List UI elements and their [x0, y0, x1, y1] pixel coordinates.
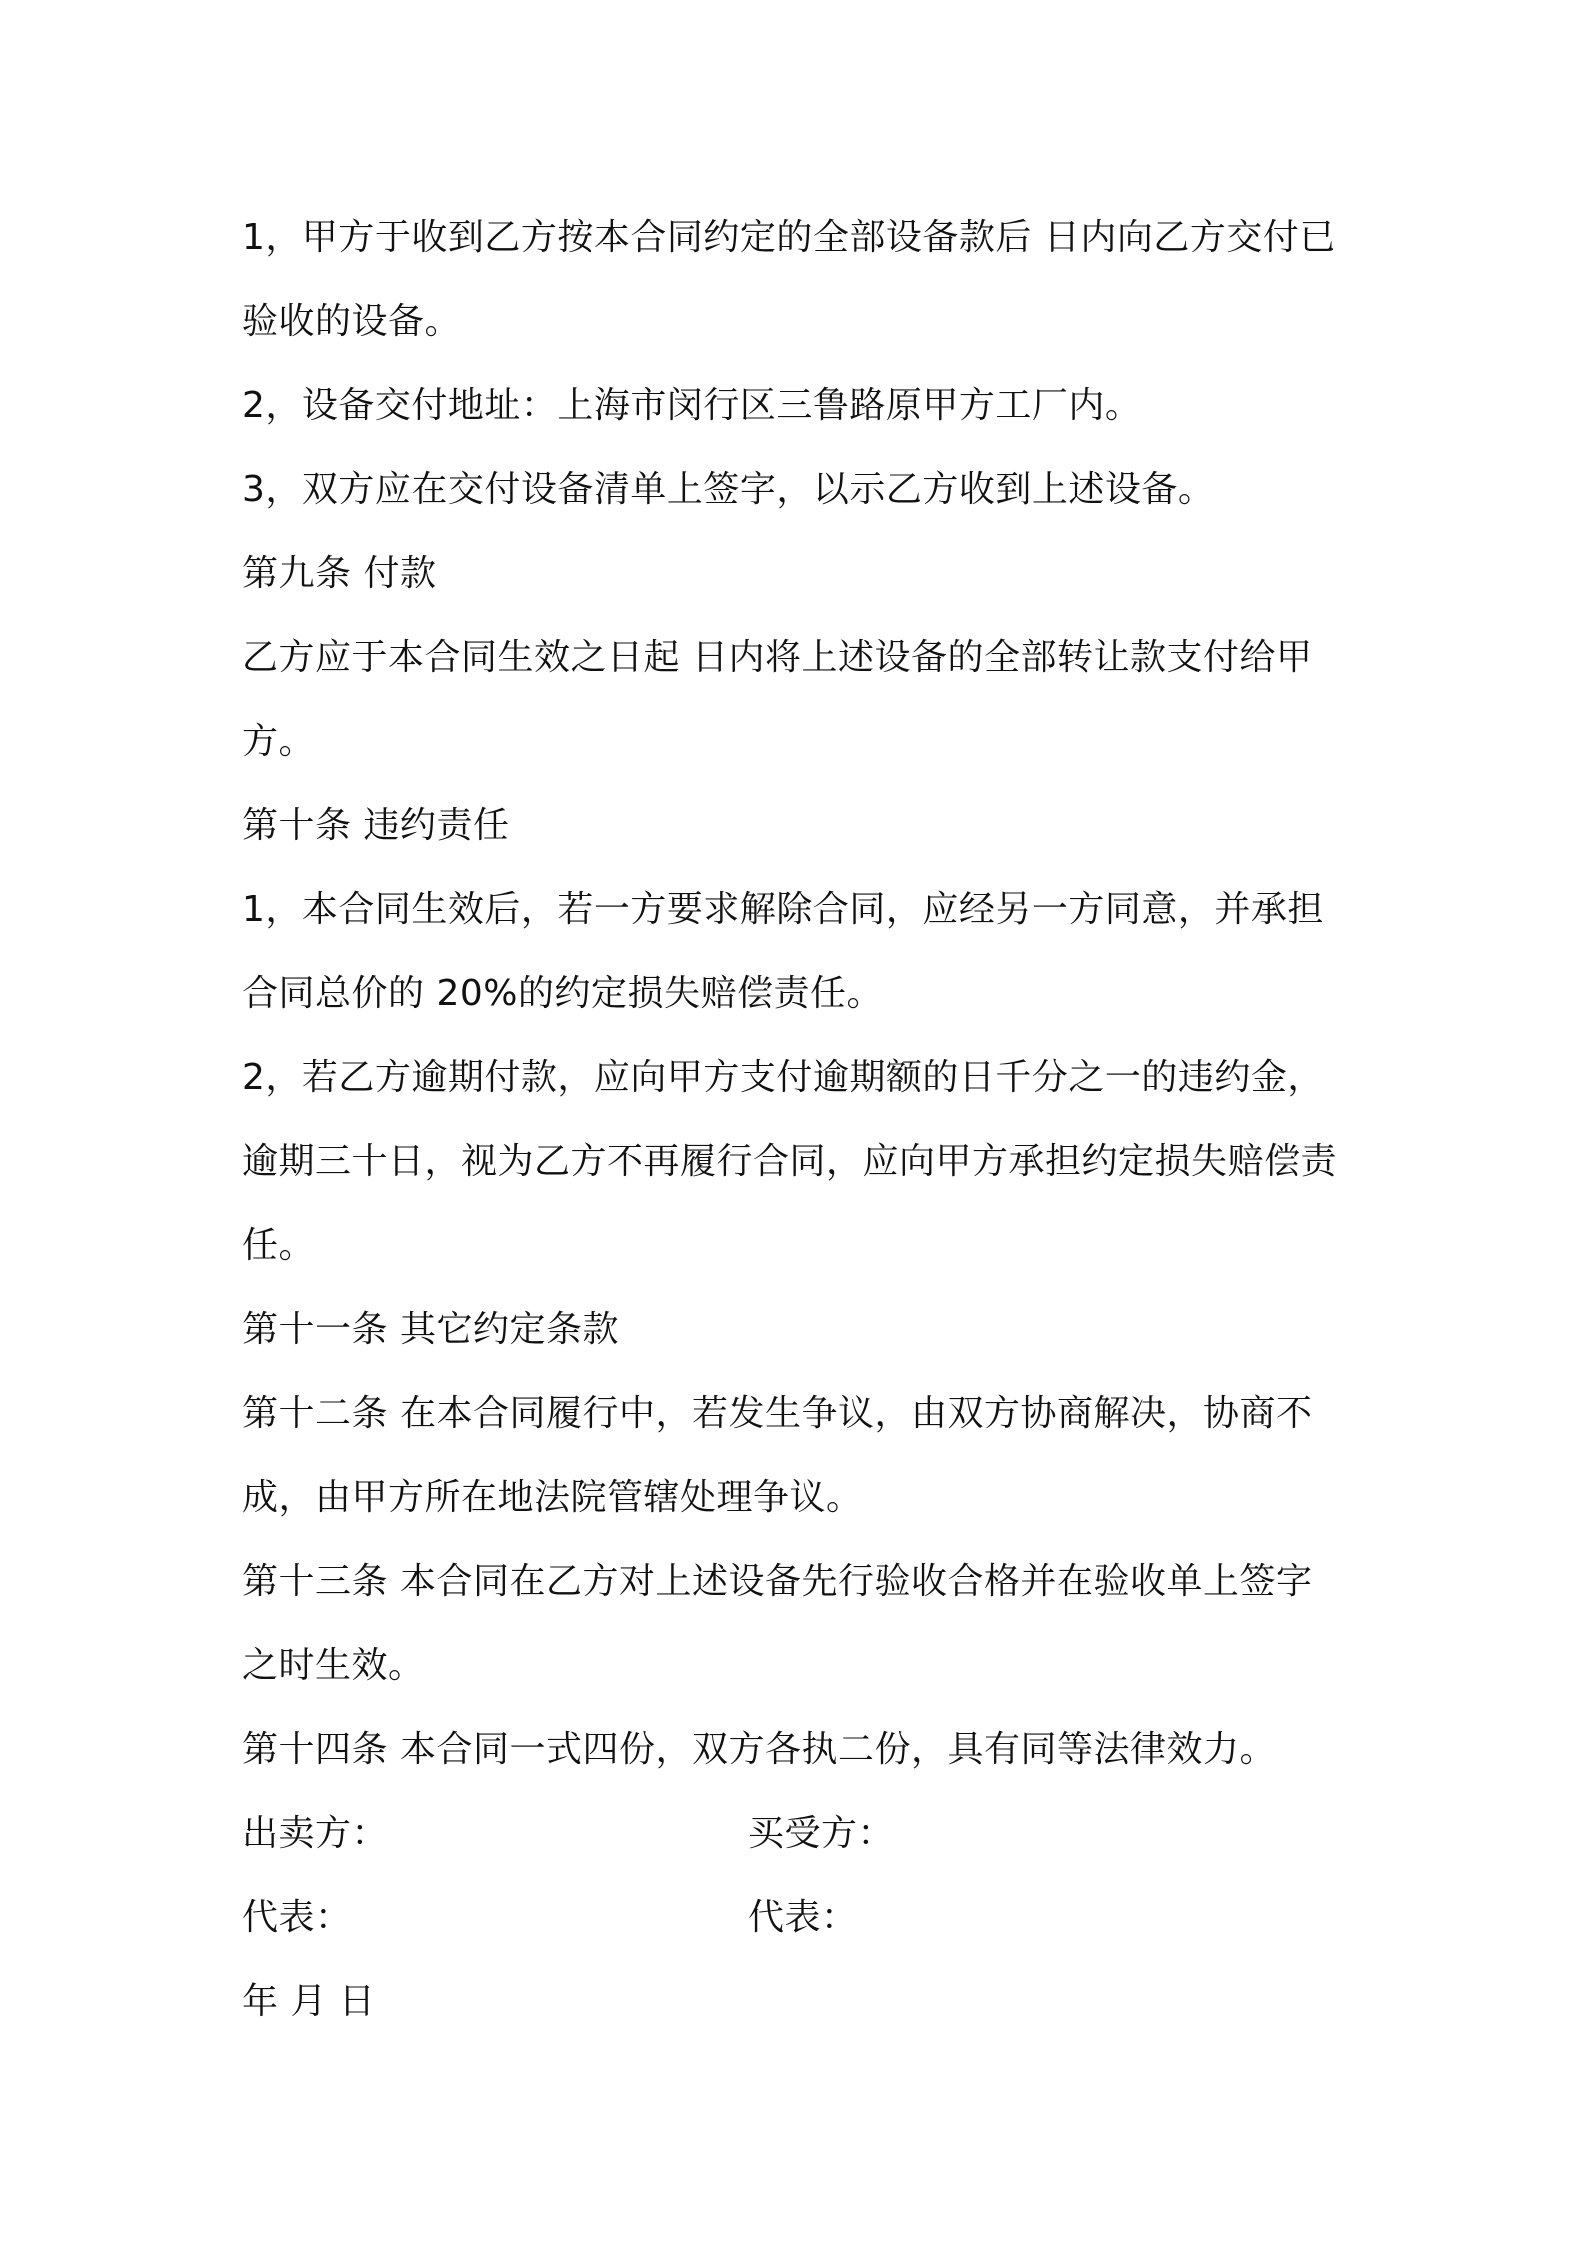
text-line: 乙方应于本合同生效之日起 日内将上述设备的全部转让款支付给甲	[242, 637, 1313, 678]
buyer-representative-label: 代表：	[748, 1897, 858, 1938]
party-row	[242, 1792, 1352, 1876]
text-line: 3，双方应在交付设备清单上签字，以示乙方收到上述设备。	[242, 469, 1215, 510]
section-heading: 第十条 违约责任	[242, 805, 510, 846]
seller-representative-label: 代表：	[242, 1897, 352, 1938]
contract-body	[242, 196, 1352, 2044]
section-heading: 第九条 付款	[242, 553, 437, 594]
text-line: 逾期三十日，视为乙方不再履行合同，应向甲方承担约定损失赔偿责	[242, 1141, 1338, 1182]
seller-label: 出卖方：	[242, 1813, 389, 1854]
text-line: 第十三条 本合同在乙方对上述设备先行验收合格并在验收单上签字	[242, 1561, 1313, 1602]
text-line: 第十二条 在本合同履行中，若发生争议，由双方协商解决，协商不	[242, 1393, 1313, 1434]
text-line: 2，若乙方逾期付款，应向甲方支付逾期额的日千分之一的违约金，	[242, 1057, 1324, 1098]
text-line: 2，设备交付地址：上海市闵行区三鲁路原甲方工厂内。	[242, 385, 1142, 426]
text-line: 合同总价的 20%的约定损失赔偿责任。	[242, 973, 883, 1014]
section-heading: 第十一条 其它约定条款	[242, 1309, 619, 1350]
representative-row	[242, 1876, 1352, 1960]
text-line: 任。	[242, 1225, 316, 1266]
text-line: 成，由甲方所在地法院管辖处理争议。	[242, 1477, 863, 1518]
text-line: 第十四条 本合同一式四份，双方各执二份，具有同等法律效力。	[242, 1729, 1276, 1770]
text-line: 验收的设备。	[242, 301, 462, 342]
text-line: 1，甲方于收到乙方按本合同约定的全部设备款后 日内向乙方交付已	[242, 217, 1336, 258]
text-line: 方。	[242, 721, 316, 762]
buyer-label: 买受方：	[748, 1813, 895, 1854]
text-line: 1，本合同生效后，若一方要求解除合同，应经另一方同意，并承担	[242, 889, 1324, 930]
date-line: 年 月 日	[242, 1981, 376, 2022]
text-line: 之时生效。	[242, 1645, 425, 1686]
